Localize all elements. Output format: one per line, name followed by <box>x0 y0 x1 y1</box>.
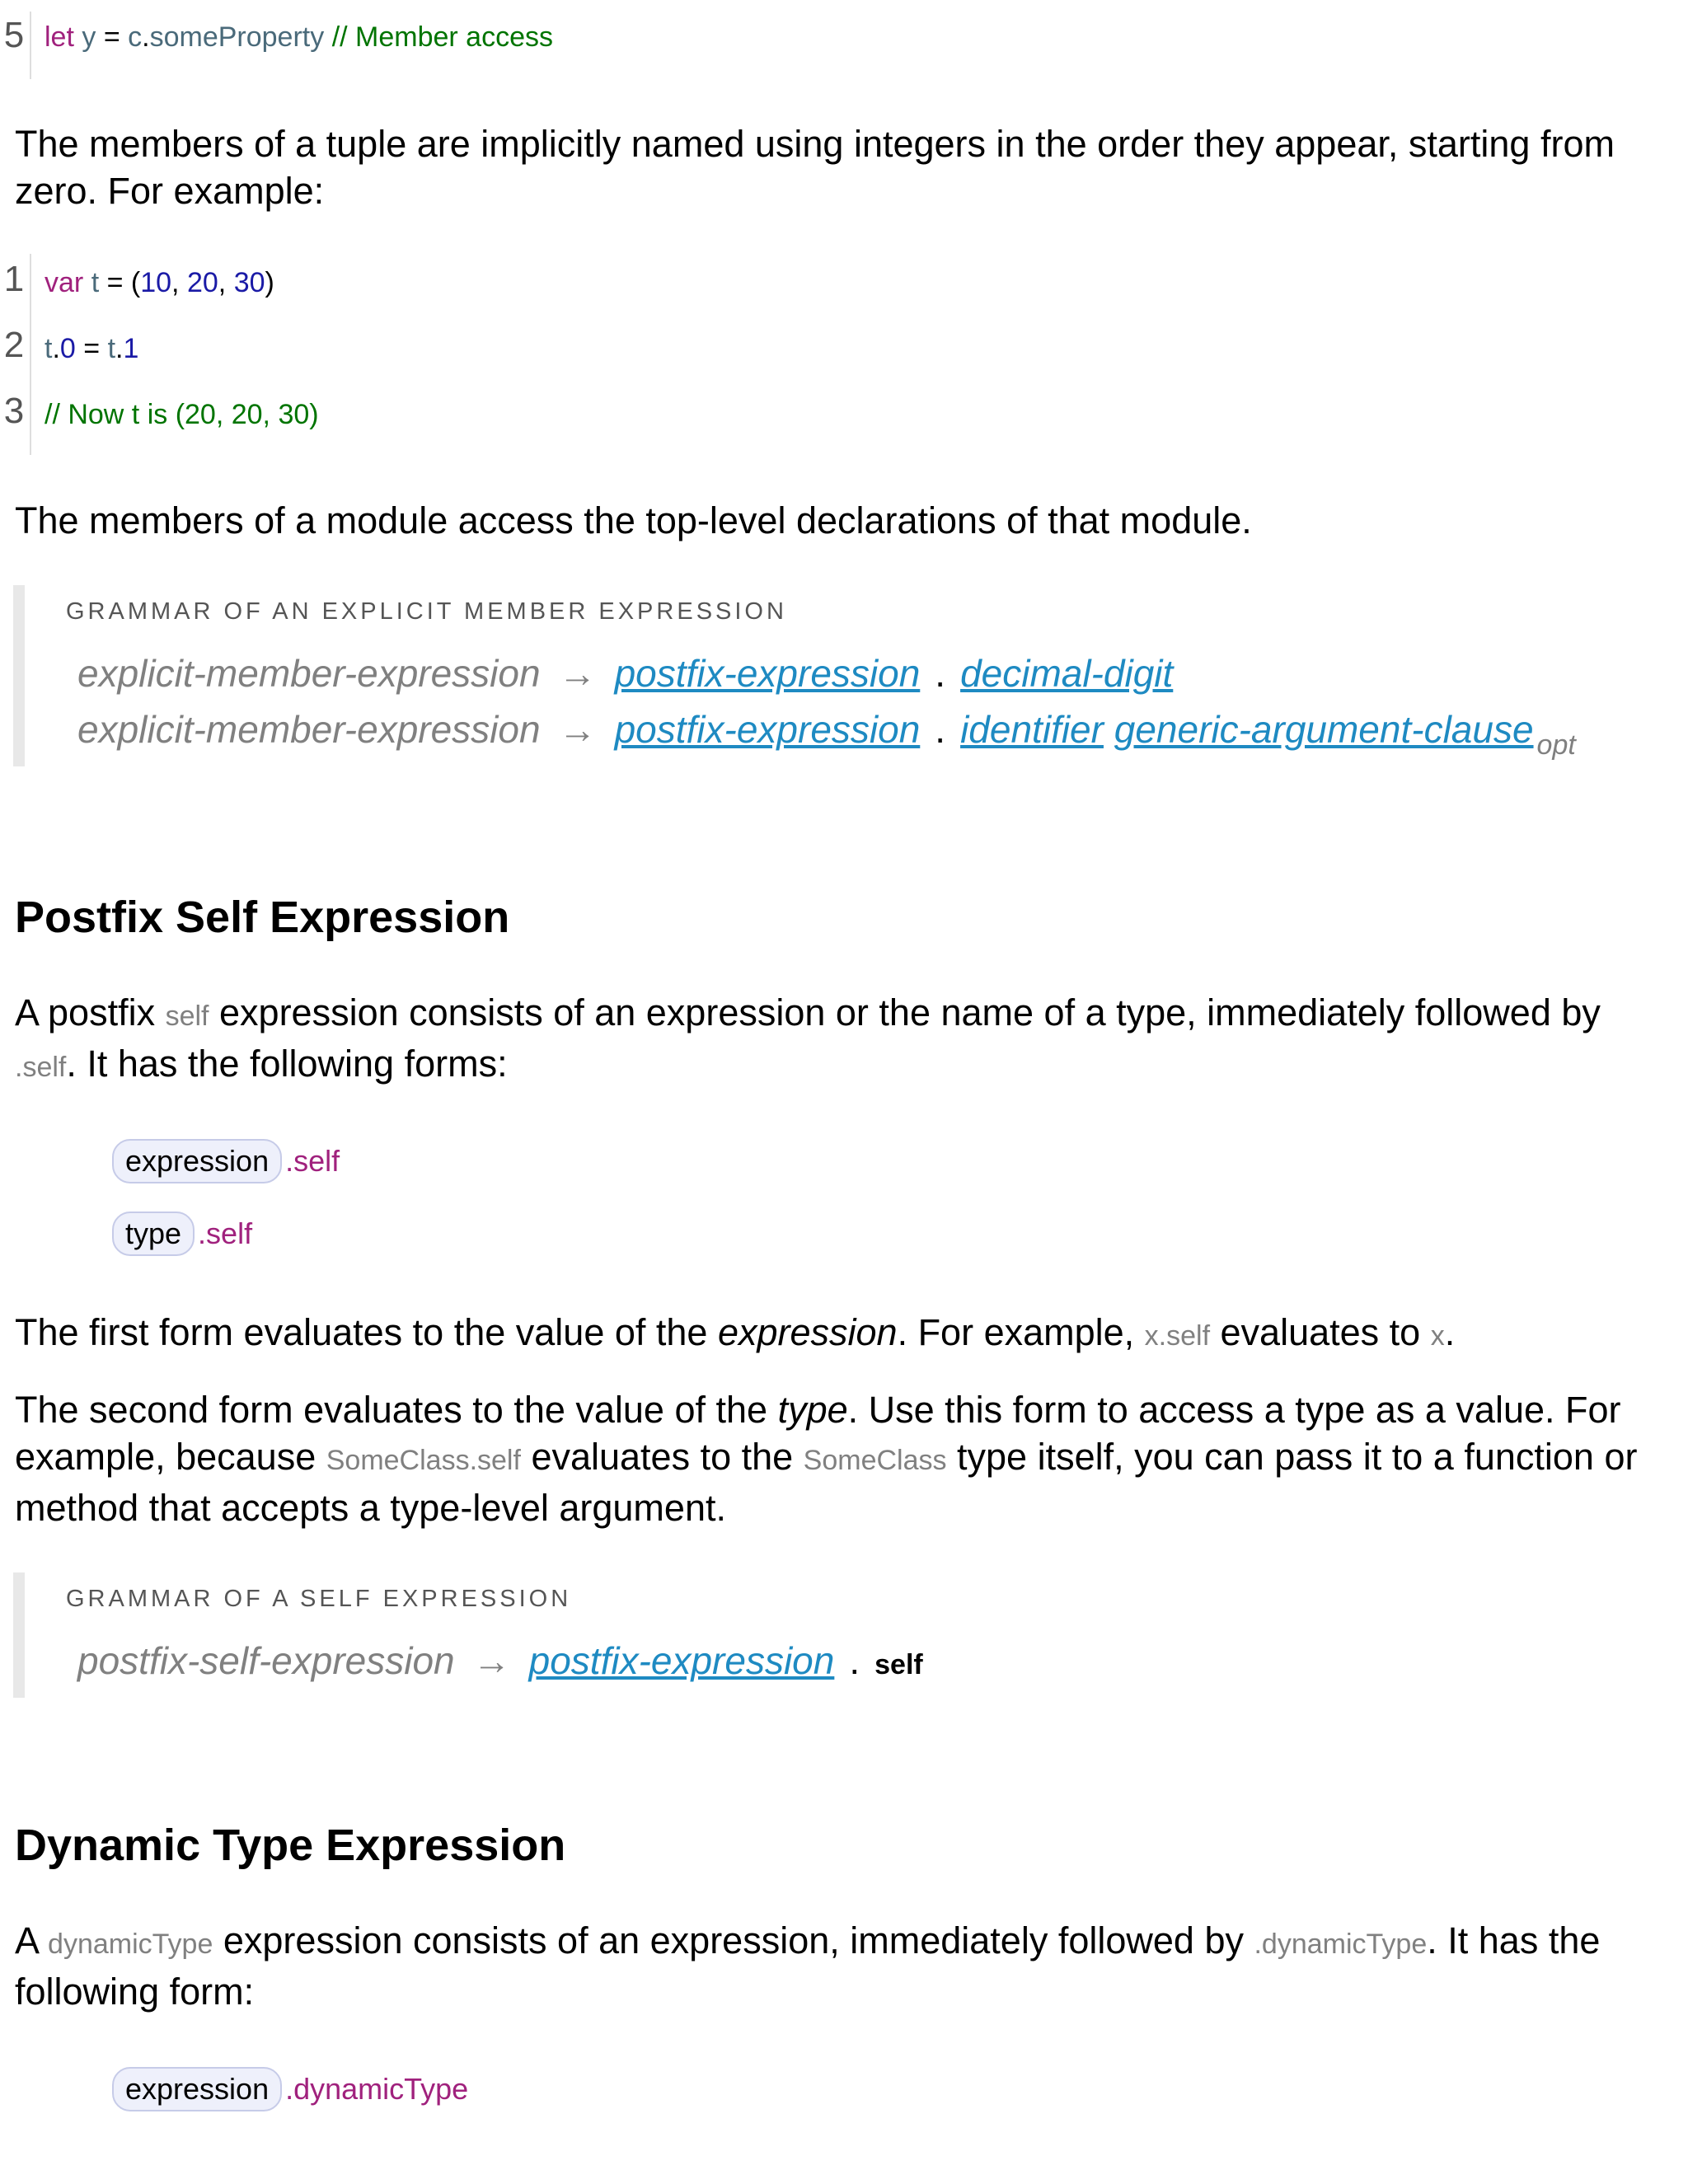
code-comma: , <box>171 267 187 298</box>
code-text <box>45 21 553 54</box>
code-operator: = <box>75 333 108 364</box>
code-comment: // Now t is (20, 20, 30) <box>45 399 319 430</box>
text: type itself, you can pass it to a function or method that accepts a type-level argument. <box>15 1436 1638 1529</box>
grammar-link-postfix-expression[interactable]: postfix-expression <box>614 652 921 695</box>
grammar-dot: . <box>935 708 946 751</box>
syntax-form <box>112 1212 252 1256</box>
text: evaluates to <box>1210 1311 1431 1353</box>
grammar-link-decimal-digit[interactable]: decimal-digit <box>960 652 1174 695</box>
line-number: 2 <box>3 325 25 365</box>
grammar-dot: . <box>849 1639 860 1682</box>
paragraph-module-members: The members of a module access the top-level declarations of that module. <box>15 499 1252 541</box>
grammar-lhs: explicit-member-expression <box>77 652 541 695</box>
grammar-rule <box>77 707 1576 762</box>
grammar-title: GRAMMAR OF A SELF EXPRESSION <box>66 1586 572 1612</box>
grammar-dot: . <box>935 652 946 695</box>
text: evaluates to the <box>520 1436 804 1478</box>
code-text <box>45 333 138 365</box>
syntax-placeholder: expression <box>112 2067 282 2111</box>
grammar-link-postfix-expression[interactable]: postfix-expression <box>528 1639 835 1682</box>
syntax-form <box>112 2067 468 2111</box>
code-dot: . <box>115 333 124 364</box>
text: The first form evaluates to the value of the <box>15 1311 718 1353</box>
grammar-box-self <box>13 1572 1681 1698</box>
code-text <box>45 267 274 299</box>
paragraph-dynamic-intro <box>15 1917 1663 2015</box>
grammar-link-identifier[interactable]: identifier <box>960 708 1104 751</box>
code-keyword: let <box>45 21 74 53</box>
syntax-form <box>112 1139 340 1183</box>
line-number: 5 <box>3 15 25 55</box>
text: . It has the following form: <box>15 1919 1601 2013</box>
text: A postfix <box>15 991 166 1033</box>
syntax-suffix: .dynamicType <box>285 2072 469 2106</box>
paragraph-second-form <box>15 1386 1663 1531</box>
paragraph-first-form <box>15 1309 1663 1360</box>
code-number: 20 <box>186 267 218 298</box>
code-number: 1 <box>123 333 139 364</box>
inline-code: x.self <box>1144 1320 1211 1352</box>
inline-code: self <box>165 1001 209 1032</box>
text: expression consists of an expression or the name of a type, immediately followed by <box>209 991 1601 1033</box>
code-block-tuple <box>3 254 319 455</box>
inline-code: .dynamicType <box>1254 1929 1428 1960</box>
inline-code: SomeClass.self <box>326 1445 521 1476</box>
inline-code: dynamicType <box>48 1929 213 1960</box>
code-number: 10 <box>140 267 172 298</box>
section-heading-postfix-self: Postfix Self Expression <box>15 893 510 942</box>
emphasis: type <box>777 1389 848 1431</box>
line-number: 3 <box>3 391 25 431</box>
inline-code: .self <box>15 1052 67 1083</box>
grammar-rule <box>77 651 1173 696</box>
text: . <box>1444 1311 1456 1353</box>
text: The second form evaluates to the value of the <box>15 1389 778 1431</box>
inline-code: x <box>1430 1320 1445 1352</box>
grammar-rule <box>77 1638 923 1683</box>
arrow-icon: → <box>558 708 597 751</box>
code-keyword: var <box>45 267 84 298</box>
arrow-icon: → <box>472 1639 511 1682</box>
arrow-icon: → <box>558 652 597 695</box>
section-heading-dynamic-type: Dynamic Type Expression <box>15 1821 566 1870</box>
text: A <box>15 1919 49 1961</box>
code-dot: . <box>52 333 60 364</box>
code-comment: // Member access <box>331 21 553 53</box>
code-dot: . <box>142 21 150 53</box>
syntax-placeholder: expression <box>112 1139 282 1183</box>
code-number: 30 <box>233 267 265 298</box>
code-comma: , <box>218 267 234 298</box>
inline-code: SomeClass <box>803 1445 947 1476</box>
syntax-suffix: .self <box>285 1144 340 1178</box>
text: . Use this form to access a type as a value. For example, because <box>15 1389 1621 1478</box>
code-operator: = <box>103 21 120 53</box>
grammar-link-postfix-expression[interactable]: postfix-expression <box>614 708 921 751</box>
syntax-suffix: .self <box>198 1216 253 1250</box>
syntax-placeholder: type <box>112 1212 195 1256</box>
grammar-lhs: explicit-member-expression <box>77 708 541 751</box>
code-property: someProperty <box>149 21 325 53</box>
grammar-box-explicit-member <box>13 585 1681 766</box>
line-number: 1 <box>3 259 25 299</box>
code-operator: = ( <box>99 267 141 298</box>
code-identifier: c <box>128 21 143 53</box>
grammar-link-generic-argument-clause[interactable]: generic-argument-clause <box>1114 708 1534 751</box>
code-identifier: t <box>107 333 116 364</box>
paragraph-self-intro <box>15 989 1663 1091</box>
code-identifier: y <box>82 21 96 53</box>
text: . For example, <box>897 1311 1145 1353</box>
code-number: 0 <box>59 333 76 364</box>
code-paren: ) <box>265 267 274 298</box>
code-identifier: t <box>45 333 53 364</box>
code-block-member-access <box>3 12 553 79</box>
text: expression consists of an expression, immediately followed by <box>213 1919 1254 1961</box>
paragraph-tuple-members: The members of a tuple are implicitly named using integers in the order they appear, starting from zero. For example: <box>15 123 1615 212</box>
grammar-keyword: self <box>874 1649 923 1680</box>
grammar-opt-marker: opt <box>1536 729 1576 761</box>
emphasis: expression <box>717 1311 898 1353</box>
text: . It has the following forms: <box>66 1043 508 1085</box>
grammar-lhs: postfix-self-expression <box>77 1639 455 1682</box>
grammar-title: GRAMMAR OF AN EXPLICIT MEMBER EXPRESSION <box>66 598 787 625</box>
code-identifier: t <box>91 267 100 298</box>
